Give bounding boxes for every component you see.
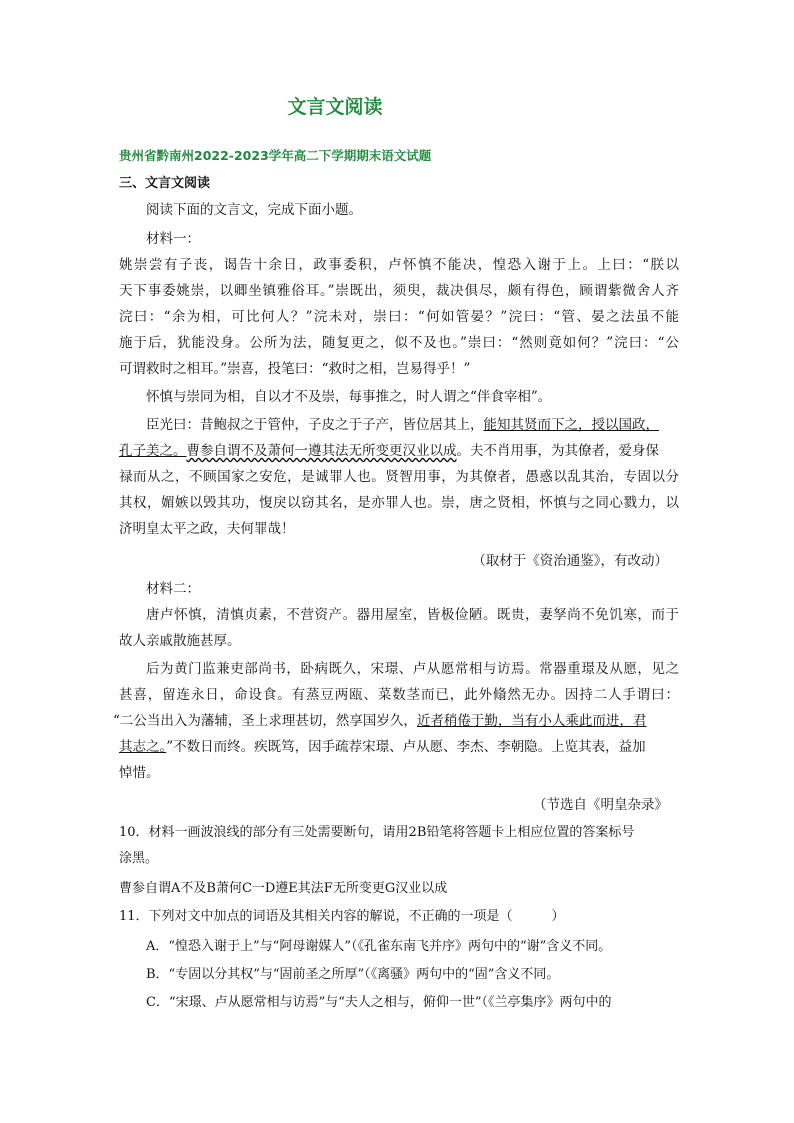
section-heading: 三、文言文阅读 xyxy=(119,176,211,191)
material1-para2: 怀慎与崇同为相，自以才不及崇，每事推之，时人谓之“伴食宰相”。 xyxy=(146,389,552,405)
wavy-underlined-sentence: 曹参自谓不及萧何一遵其法无所变更汉业以成 xyxy=(186,443,457,459)
question-11-option-a: A．“惶恐入谢于上”与“阿母谢媒人”（《孔雀东南飞并序》两句中的“谢”含义不同。 xyxy=(146,939,612,954)
underlined-sentence: 其志之。 xyxy=(119,739,167,755)
material1-para3-line xyxy=(119,442,659,460)
text-run: 臣光曰：昔鲍叔之于管仲，子皮之于子产，皆位居其上， xyxy=(146,417,484,433)
question-11-option-b: B．“专固以分其权”与“固前圣之所厚”（《离骚》两句中的“固”含义不同。 xyxy=(146,967,560,982)
material1-para3-line xyxy=(146,416,659,434)
material2-line: 后为黄门监兼吏部尚书，卧病既久，宋璟、卢从愿常相与访焉。常器重璟及从愿，见之 xyxy=(146,661,679,677)
material2-line: 悼惜。 xyxy=(119,765,160,781)
material1-para3-line: 其权，媚嫉以毁其功，愎戾以窃其名，是亦罪人也。崇，唐之贤相，怀慎与之同心戮力，以 xyxy=(119,495,679,511)
text-run: ”不数日而终。疾既笃，因手疏荐宋璟、卢从愿、李杰、李朝隐。上览其表，益加 xyxy=(166,739,646,755)
material2-label: 材料二： xyxy=(146,581,200,597)
underlined-sentence: 孔子美之。 xyxy=(119,443,187,459)
material1-label: 材料一： xyxy=(146,231,200,247)
question-11-option-c: C．“宋璟、卢从愿常相与访焉”与“夫人之相与，俯仰一世”（《兰亭集序》两句中的 xyxy=(146,995,612,1010)
instruction: 阅读下面的文言文，完成下面小题。 xyxy=(146,202,362,218)
material2-line xyxy=(113,712,646,730)
material1-line: 姚崇尝有子丧，谒告十余日，政事委积，卢怀慎不能决，惶恐入谢于上。上曰：“朕以 xyxy=(119,257,679,273)
underlined-sentence: 能知其贤而下之，授以国政， xyxy=(483,417,659,433)
question-10: 10．材料一画波浪线的部分有三处需要断句，请用2B铅笔将答题卡上相应位置的答案标号 xyxy=(119,825,635,840)
material2-line xyxy=(119,738,646,756)
material2-line: 甚喜，留连永日，命设食。有蒸豆两瓯、菜数茎而已，此外翛然无办。因持二人手谓曰： xyxy=(119,687,679,703)
underlined-sentence: 近者稍倦于勤，当有小人乘此而进，君 xyxy=(416,713,647,729)
material1-citation: （取材于《资治通鉴》，有改动） xyxy=(472,553,668,569)
material2-citation: （节选自《明皇杂录》 xyxy=(533,797,668,813)
text-run: 。夫不肖用事，为其僚者，爱身保 xyxy=(456,443,659,459)
material1-line: 可谓救时之相耳。”崇喜，投笔曰：“救时之相，岂易得乎！” xyxy=(119,361,471,377)
material2-line: 故人亲戚散施甚厚。 xyxy=(119,633,241,649)
text-run: “二公当出入为藩辅，圣上求理甚切，然享国岁久， xyxy=(113,713,417,729)
question-10-continued: 涂黑。 xyxy=(119,851,159,866)
material2-line: 唐卢怀慎，清慎贞素，不营资产。器用屋室，皆极俭陋。既贵，妻孥尚不免饥寒，而于 xyxy=(146,607,679,623)
material1-line: 天下事委姚崇，以卿坐镇雅俗耳。”崇既出，须臾，裁决俱尽，颇有得色，顾谓紫微舍人齐 xyxy=(119,283,679,299)
question-10-options: 曹参自谓A不及B萧何C一D遵E其法F无所变更G汉业以成 xyxy=(119,881,448,896)
document-title: 文言文阅读 xyxy=(287,96,383,118)
material1-line: 施于后，犹能没身。公所为法，随复更之，似不及也。”崇曰：“然则竟如何？”浣曰：“公 xyxy=(119,335,679,351)
material1-line: 浣曰：“余为相，可比何人？”浣未对，崇曰：“何如管晏？”浣曰：“管、晏之法虽不能 xyxy=(119,309,679,325)
exam-source: 贵州省黔南州2022-2023学年高二下学期期末语文试题 xyxy=(119,148,432,163)
question-11: 11．下列对文中加点的词语及其相关内容的解说，不正确的一项是（ ） xyxy=(119,909,565,924)
material1-para3-line: 禄而从之，不顾国家之安危，是诚罪人也。贤智用事，为其僚者，愚惑以乱其治，专固以分 xyxy=(119,469,679,485)
material1-para3-line: 济明皇太平之政，夫何罪哉！ xyxy=(119,521,295,537)
